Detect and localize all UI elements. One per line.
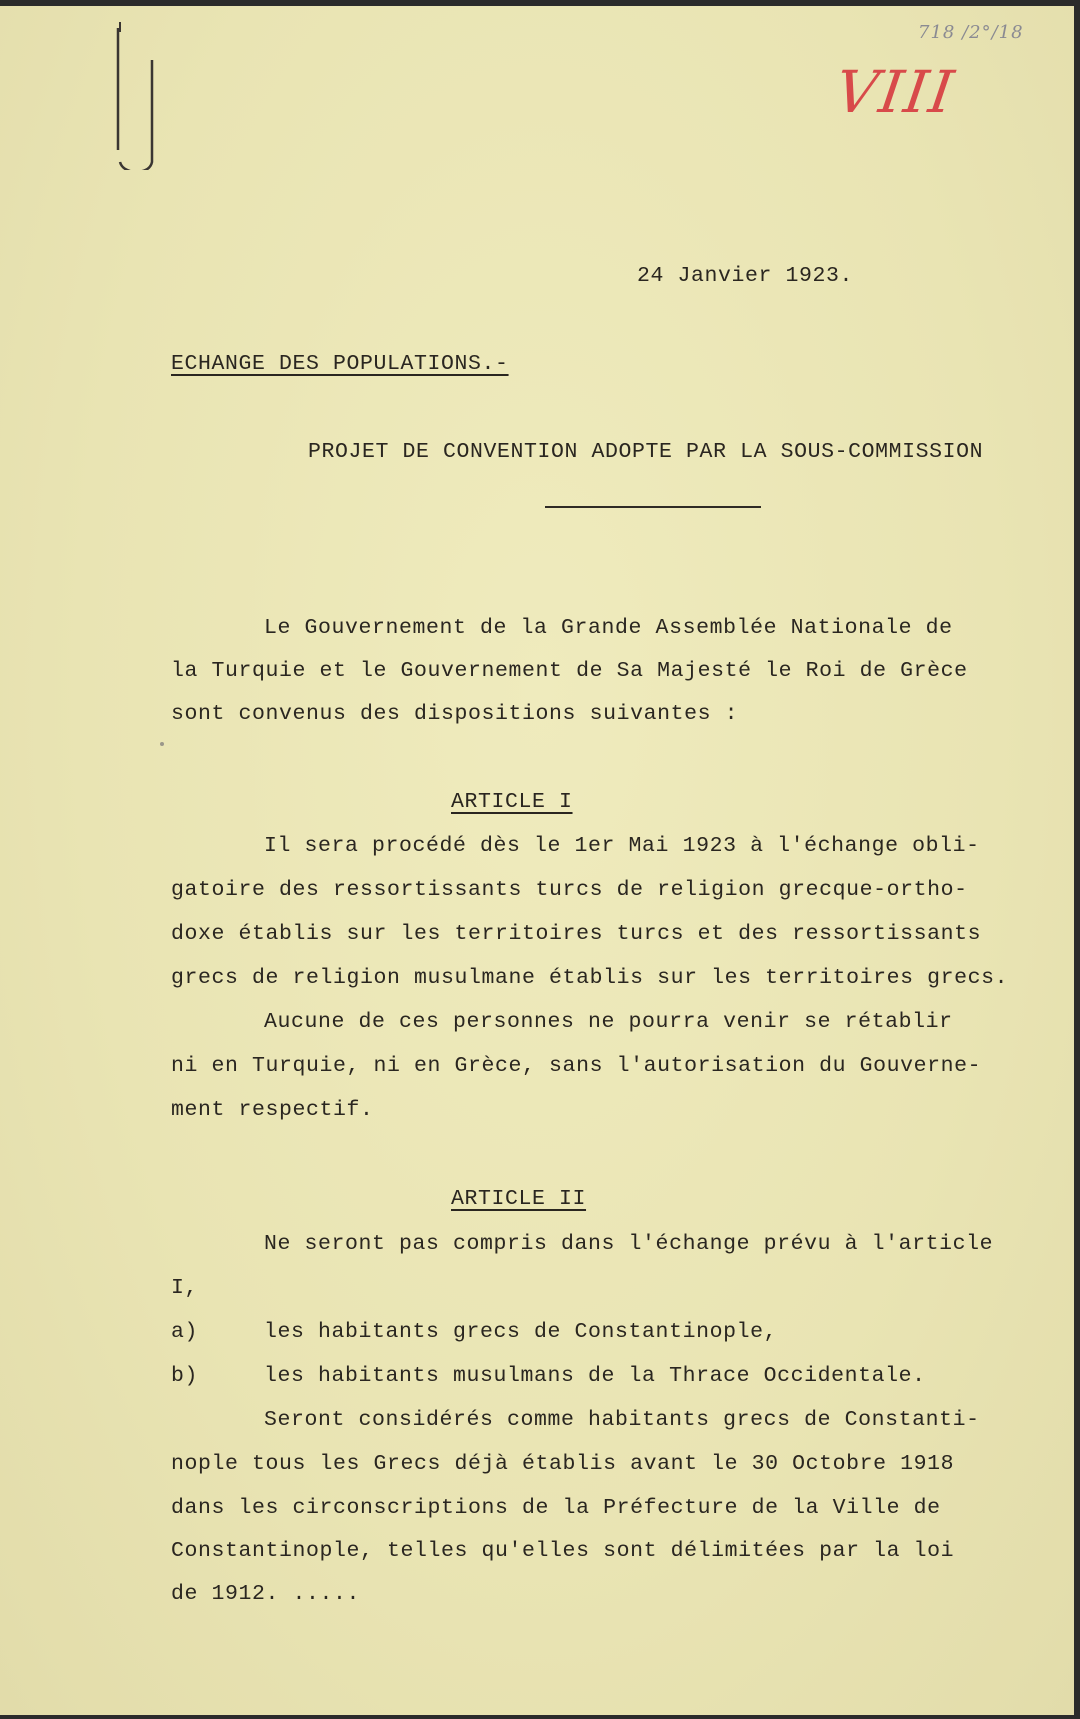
article-1-line: Il sera procédé dès le 1er Mai 1923 à l'échange obli- xyxy=(264,834,980,858)
article-2-intro-line: I, xyxy=(171,1276,199,1300)
document-subheading: PROJET DE CONVENTION ADOPTE PAR LA SOUS-COMMISSION xyxy=(308,440,984,464)
article-2-intro-line: Ne seront pas compris dans l'échange prévu à l'article xyxy=(264,1232,994,1256)
article-1-line: grecs de religion musulmane établis sur les territoires grecs. xyxy=(171,966,1009,990)
article-2-line: dans les circonscriptions de la Préfecture de la Ville de xyxy=(171,1496,941,1520)
preamble-line: sont convenus des dispositions suivantes : xyxy=(171,702,739,726)
list-item-text: les habitants musulmans de la Thrace Occidentale. xyxy=(264,1364,926,1388)
separator-rule xyxy=(545,506,761,508)
red-stamp: VIII xyxy=(831,58,960,126)
scan-border-top xyxy=(0,0,1080,6)
article-1-line: gatoire des ressortissants turcs de religion grecque-ortho- xyxy=(171,878,968,902)
article-2-line: Seront considérés comme habitants grecs de Constanti- xyxy=(264,1408,980,1432)
paper-speck xyxy=(160,742,164,746)
document-date: 24 Janvier 1923. xyxy=(637,264,854,288)
scan-border-right xyxy=(1074,0,1080,1719)
preamble-line: Le Gouvernement de la Grande Assemblée Nationale de xyxy=(264,616,953,640)
archive-reference: 718 /2°/18 xyxy=(918,22,1024,43)
article-1-line: ni en Turquie, ni en Grèce, sans l'autorisation du Gouverne- xyxy=(171,1054,982,1078)
article-1-line: doxe établis sur les territoires turcs et des ressortissants xyxy=(171,922,982,946)
preamble-line: la Turquie et le Gouvernement de Sa Majesté le Roi de Grèce xyxy=(171,659,968,683)
paper-clip-mark xyxy=(110,20,170,170)
article-2-line: Constantinople, telles qu'elles sont délimitées par la loi xyxy=(171,1539,955,1563)
list-item-marker: b) xyxy=(171,1364,199,1388)
document-heading: ECHANGE DES POPULATIONS.- xyxy=(171,352,509,376)
article-1-line: ment respectif. xyxy=(171,1098,374,1122)
article-1-title: ARTICLE I xyxy=(451,790,573,814)
article-1-line: Aucune de ces personnes ne pourra venir se rétablir xyxy=(264,1010,953,1034)
article-2-title: ARTICLE II xyxy=(451,1187,587,1211)
article-2-line: nople tous les Grecs déjà établis avant le 30 Octobre 1918 xyxy=(171,1452,955,1476)
list-item-text: les habitants grecs de Constantinople, xyxy=(264,1320,778,1344)
article-2-line: de 1912. ..... xyxy=(171,1582,361,1606)
list-item-marker: a) xyxy=(171,1320,199,1344)
scan-border-bottom xyxy=(0,1715,1080,1719)
